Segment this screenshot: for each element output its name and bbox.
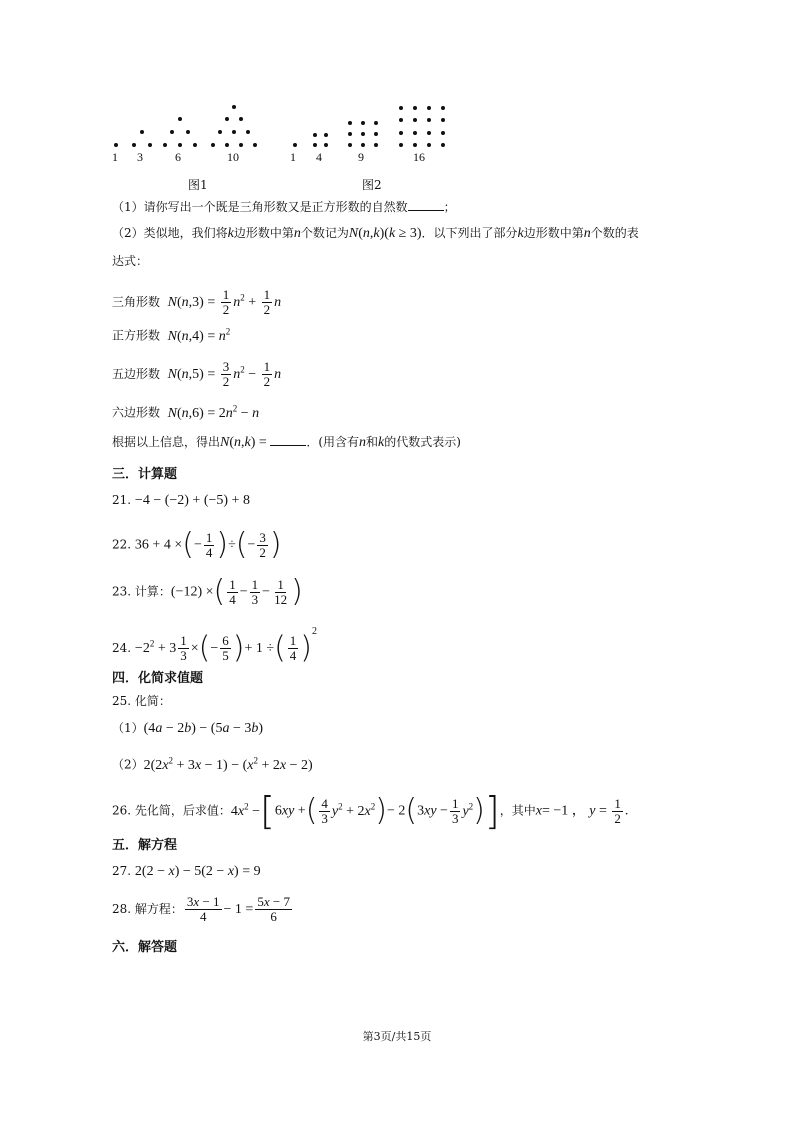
dot xyxy=(225,117,229,121)
dot xyxy=(413,143,417,147)
dot xyxy=(348,143,352,147)
fig1-label: 6 xyxy=(175,150,181,164)
fig2-label: 16 xyxy=(413,150,425,164)
dot xyxy=(313,133,317,137)
dot xyxy=(170,130,174,134)
dot xyxy=(361,143,365,147)
dot xyxy=(178,143,182,147)
dot xyxy=(132,143,136,147)
dot xyxy=(374,143,378,147)
dot xyxy=(293,143,297,147)
dot xyxy=(441,106,445,110)
formula-pentagon: 五边形数 N(n,5) = $\frac{3}{2}$ $n^2$ − $\frac{1}{2}$ n xyxy=(112,359,282,389)
question-part-2-cont: 达式： xyxy=(112,254,149,268)
dot xyxy=(324,143,328,147)
problem-24: 24. $-2^2 + 3$ $\frac{1}{3}$ ×(− $\frac{6}{5}$ )+ 1 ÷( $\frac{1}{4}$ )$^2$ xyxy=(112,626,318,666)
formula-square: 正方形数 $N(n,4) = n^2$ xyxy=(112,326,231,344)
dot xyxy=(246,130,250,134)
dot xyxy=(399,143,403,147)
section-title: 六．解答题 xyxy=(112,940,178,955)
dot xyxy=(232,130,236,134)
dot xyxy=(374,132,378,136)
problem-28: 28. 解方程： $\frac{3x - 1}{4}$ − 1 = $\frac{5x - 7}{6}$ xyxy=(112,894,290,924)
dot xyxy=(413,106,417,110)
question-part-2: （2）类似地，我们将k边形数中第n个数记为N(n,k)(k ≥ 3)．以下列出了部分k边形数中第n个数的表 xyxy=(112,226,639,241)
dot xyxy=(163,143,167,147)
dot xyxy=(239,117,243,121)
problem-25-1: （1）(4a − 2b) − (5a − 3b) xyxy=(112,721,264,736)
section-title: 五．解方程 xyxy=(112,838,178,853)
dot xyxy=(374,121,378,125)
dot xyxy=(399,106,403,110)
problem-27: 27. 2(2 − x) − 5(2 − x) = 9 xyxy=(112,864,261,879)
dot xyxy=(324,133,328,137)
section-title: 四．化简求值题 xyxy=(112,671,204,686)
dot xyxy=(225,143,229,147)
dot xyxy=(427,118,431,122)
dot xyxy=(427,106,431,110)
dot xyxy=(361,132,365,136)
dot xyxy=(114,143,118,147)
dot xyxy=(218,130,222,134)
dot xyxy=(239,143,243,147)
fig2-label: 4 xyxy=(316,150,322,164)
formula-triangle: 三角形数 N(n,3) = $\frac{1}{2}$ $n^2$ + $\frac{1}{2}$ n xyxy=(112,287,282,317)
dot xyxy=(148,143,152,147)
dot xyxy=(313,143,317,147)
problem-21: 21. −4 − (−2) + (−5) + 8 xyxy=(112,493,250,508)
section-title: 三．计算题 xyxy=(112,467,178,482)
dot xyxy=(140,130,144,134)
problem-22: 22. 36 + 4 ×(− $\frac{1}{4}$ )÷(− $\frac{3}{2}$ ) xyxy=(112,527,282,562)
dot xyxy=(361,121,365,125)
problem-26: 26. 先化简，后求值：$4x^2 -[6xy$ +( $\frac{4}{3}$ $y^2 + 2x^2)- 2(3xy$ − $\frac{1}{3}$ $y^2$)]，其中x= −1 ， y = $\frac{1}{2}$ . xyxy=(112,789,629,833)
dot xyxy=(232,105,236,109)
dot xyxy=(441,118,445,122)
dot xyxy=(193,143,197,147)
fig1-label: 10 xyxy=(227,150,239,164)
conclusion-line: 根据以上信息，得出N(n,k) = ．(用含有n和k的代数式表示) xyxy=(112,435,461,450)
dot xyxy=(253,143,257,147)
dot xyxy=(186,130,190,134)
dot xyxy=(441,131,445,135)
page-footer: 第3页/共15页 xyxy=(362,1030,432,1043)
figure-1-caption: 图1 xyxy=(188,178,208,192)
fig1-label: 3 xyxy=(137,150,143,164)
dot xyxy=(399,131,403,135)
problem-23: 23. 计算：(−12) ×( $\frac{1}{4}$ − $\frac{1}{3}$ − $\frac{1}{12}$ ) xyxy=(112,574,303,609)
dot xyxy=(399,118,403,122)
dot xyxy=(348,132,352,136)
fig1-label: 1 xyxy=(112,150,118,164)
dot xyxy=(413,131,417,135)
dot xyxy=(413,118,417,122)
fig2-label: 1 xyxy=(290,150,296,164)
answer-blank[interactable] xyxy=(270,433,306,446)
answer-blank[interactable] xyxy=(408,198,444,211)
dot xyxy=(427,131,431,135)
question-part-1: （1）请你写出一个既是三角形数又是正方形数的自然数 ； xyxy=(112,200,456,214)
figure-2-caption: 图2 xyxy=(362,178,382,192)
dot xyxy=(427,143,431,147)
dot xyxy=(211,143,215,147)
formula-hexagon: 六边形数 $N(n,6) = 2n^2 - n$ xyxy=(112,403,260,421)
fig2-label: 9 xyxy=(358,150,364,164)
problem-25: 25. 化简： xyxy=(112,694,171,708)
dot xyxy=(441,143,445,147)
dot xyxy=(178,117,182,121)
dot xyxy=(348,121,352,125)
problem-25-2: $(2)2(2x^2 + 3x - 1) - (x^2 + 2x - 2)$ xyxy=(112,755,313,773)
